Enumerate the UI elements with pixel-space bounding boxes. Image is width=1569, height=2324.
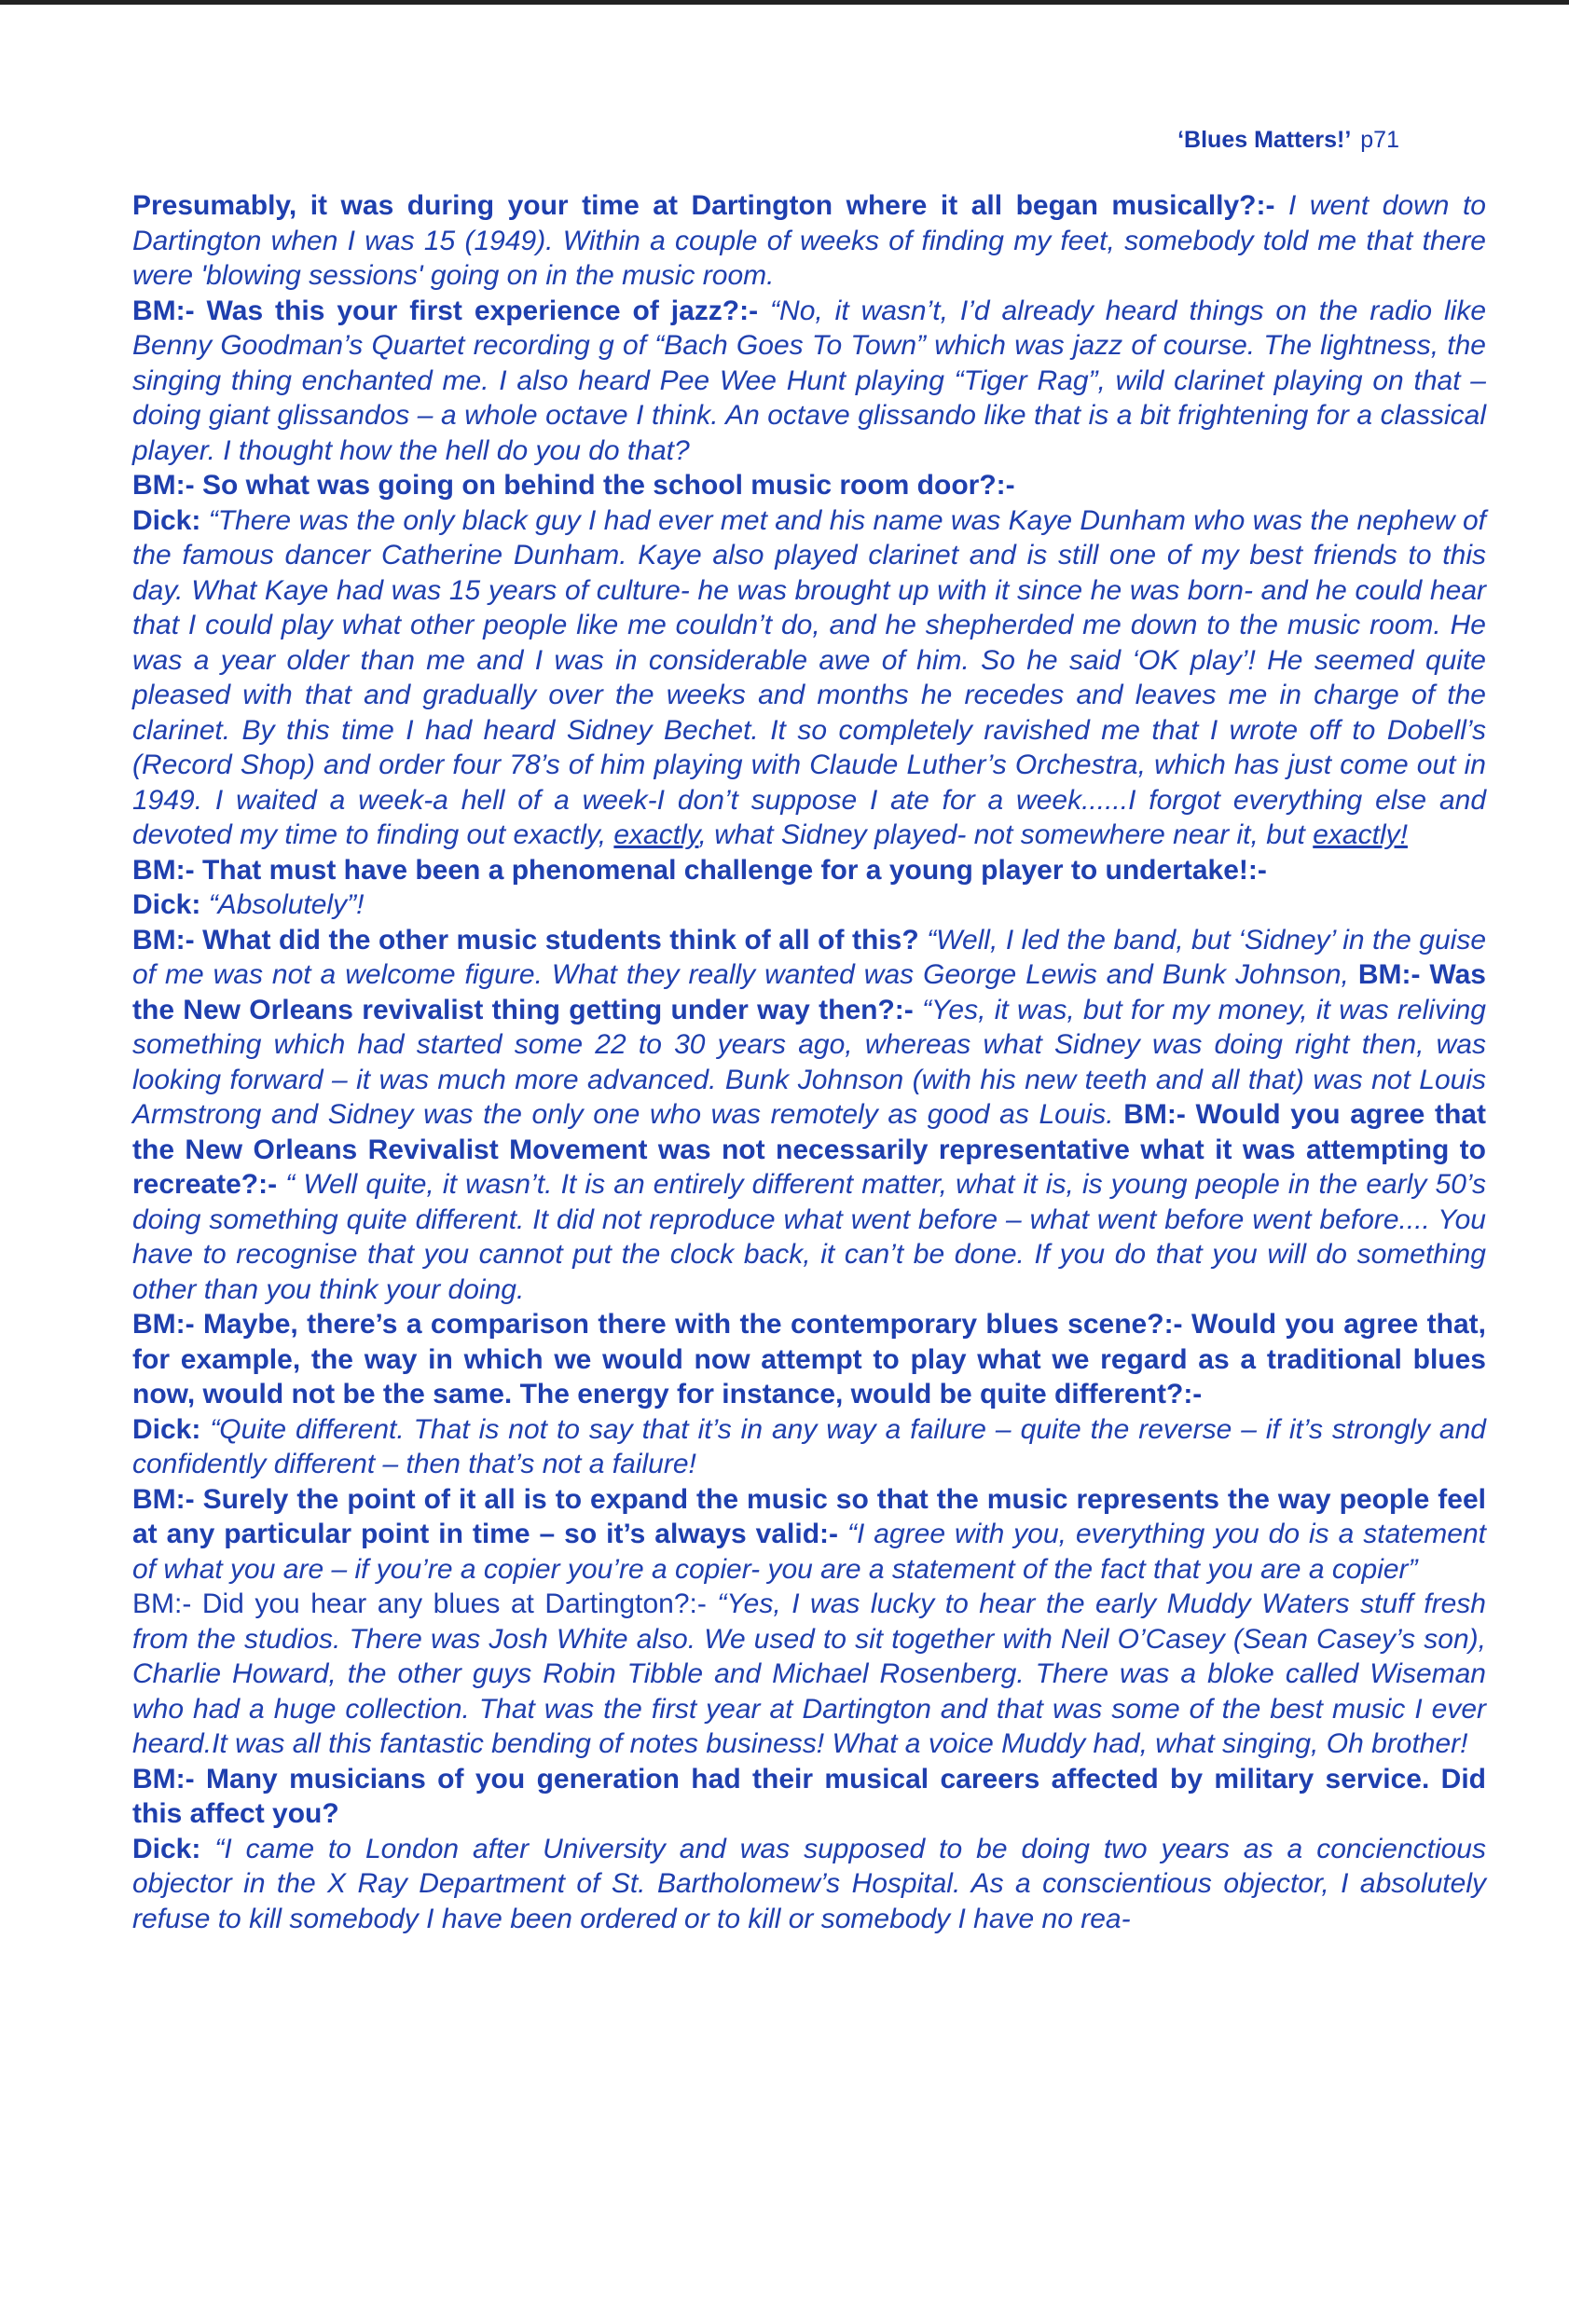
question: Presumably, it was during your time at Dartington where it all began musically?:-: [132, 190, 1275, 221]
top-border-rule: [0, 0, 1569, 5]
speaker-label: Dick:: [132, 504, 201, 536]
page-number: p71: [1360, 127, 1399, 153]
answer: “No, it wasn’t, I’d already heard things on the radio like Benny Goodman’s Quartet recording g of “Bach Goes To Town” which was jazz of course. The lightness, the singing thing enchanted me. I also heard Pee Wee Hunt playing “Tiger Rag”, wild clarinet playing on that – doing giant glissandos – a whole octave I think. An octave glissando like that is a bit frightening for a classical player. I thought how the hell do you do that?: [132, 295, 1487, 466]
paragraph: [132, 923, 1486, 1308]
question: BM:- Surely the point of it all is to expand the music so that the music represents the way people feel at any particular point in time – so it’s always valid:-: [132, 1483, 1486, 1549]
answer: “Yes, I was lucky to hear the early Muddy Waters stuff fresh from the studios. There was Josh White also. We used to sit together with Neil O’Casey (Sean Casey’s son), Charlie Howard, the other guys Robin Tibble and Michael Rosenberg. There was a bloke called Wiseman who had a huge collection. That was the first year at Dartington and that was some of the best music I ever heard.It was all this fantastic bending of notes business! What a voice Muddy had, what singing, Oh brother!: [132, 1588, 1486, 1759]
question: BM:- Would you agree that the New Orleans Revivalist Movement was not necessarily representative what it was attempting to recreate?:-: [132, 1099, 1486, 1200]
answer: “Quite different. That is not to say that it’s in any way a failure – quite the reverse – if it’s strongly and confidently different – then that’s not a failure!: [132, 1413, 1486, 1479]
answer: “ Well quite, it wasn’t. It is an entirely different matter, what it is, is young people in the early 50’s doing something quite different. It did not reproduce what went before – what went before went before.... You have to recognise that you cannot put the clock back, it can’t be done. If you do that you will do something other than you think your doing.: [132, 1169, 1486, 1305]
question: BM:- Maybe, there’s a comparison there with the contemporary blues scene?:- Would you agree that, for example, the way in which we would now attempt to play what we regard as a traditional blues now, would not be the same. The energy for instance, would be quite different?:-: [132, 1309, 1486, 1410]
question: BM:- What did the other music students think of all of this?: [132, 924, 919, 956]
answer: “Absolutely”!: [200, 889, 365, 920]
answer: “I agree with you, everything you do is a statement of what you are – if you’re a copier you’re a copier- you are a statement of the fact that you are a copier”: [132, 1519, 1486, 1585]
running-header: [1177, 127, 1399, 154]
answer: [132, 505, 1486, 851]
answer-text: “There was the only black guy I had ever met and his name was Kaye Dunham who was the nephew of the famous dancer Catherine Dunham. Kaye also played clarinet and is still one of my best friends to this day. What Kaye had was 15 years of culture- he was brought up with it since he was born- and he could hear that I could play what other people like me couldn’t do, and he shepherded me down to the music room. He was a year older than me and I was in considerable awe of him. So he said ‘OK play’! He seemed quite pleased with that and gradually over the weeks and months he recedes and leaves me in charge of the clarinet. By this time I had heard Sidney Bechet. It so completely ravished me that I wrote off to Dobell’s (Record Shop) and order four 78’s of him playing with Claude Luther’s Orchestra, which has just come out in 1949. I waited a week-a hell of a week-I don’t suppose I ate for a week......I forgot everything else and devoted my time to finding out exactly,: [132, 504, 1486, 850]
paragraph: [132, 1762, 1486, 1832]
paragraph: [132, 1307, 1486, 1412]
answer: “Yes, it was, but for my money, it was reliving something which had started some 22 to 30 years ago, whereas what Sidney was doing right then, was looking forward – it was much more advanced. Bunk Johnson (with his new teeth and all that) was not Louis Armstrong and Sidney was the only one who was remotely as good as Louis.: [132, 994, 1486, 1130]
question: BM:- Was the New Orleans revivalist thing getting under way then?:-: [132, 959, 1486, 1025]
speaker-label: Dick:: [132, 1413, 201, 1445]
answer: I went down to Dartington when I was 15 (1949). Within a couple of weeks of finding my feet, somebody told me that there were 'blowing sessions' going on in the music room.: [132, 190, 1486, 291]
paragraph: [132, 294, 1486, 469]
paragraph: [132, 887, 1486, 923]
question: BM:- That must have been a phenomenal challenge for a young player to undertake!:-: [132, 854, 1267, 886]
underlined-word: exactly: [613, 819, 699, 850]
question: BM:- Did you hear any blues at Dartington?:-: [132, 1588, 707, 1619]
paragraph: [132, 503, 1486, 853]
answer: “Well, I led the band, but ‘Sidney’ in the guise of me was not a welcome figure. What they really wanted was George Lewis and Bunk Johnson,: [132, 924, 1486, 990]
paragraph: [132, 1832, 1486, 1937]
answer: “I came to London after University and was supposed to be doing two years as a concienctious objector in the X Ray Department of St. Bartholomew’s Hospital. As a conscientious objector, I absolutely refuse to kill somebody I have been ordered or to kill or somebody I have no rea-: [132, 1833, 1486, 1934]
magazine-title: ‘Blues Matters!’: [1177, 127, 1352, 153]
paragraph: [132, 468, 1486, 503]
paragraph: [132, 853, 1486, 888]
paragraph: [132, 1412, 1486, 1482]
paragraph: [132, 188, 1486, 294]
question: BM:- Was this your first experience of jazz?:-: [132, 295, 759, 326]
paragraph: [132, 1587, 1486, 1762]
underlined-word: exactly!: [1313, 819, 1408, 850]
question: BM:- Many musicians of you generation had their musical careers affected by military service. Did this affect you?: [132, 1763, 1486, 1829]
speaker-label: Dick:: [132, 889, 201, 920]
speaker-label: Dick:: [132, 1833, 201, 1864]
article-body: [132, 188, 1486, 1936]
answer-text: , what Sidney played- not somewhere near it, but: [698, 819, 1314, 850]
question: BM:- So what was going on behind the school music room door?:-: [132, 470, 1015, 501]
paragraph: [132, 1482, 1486, 1588]
